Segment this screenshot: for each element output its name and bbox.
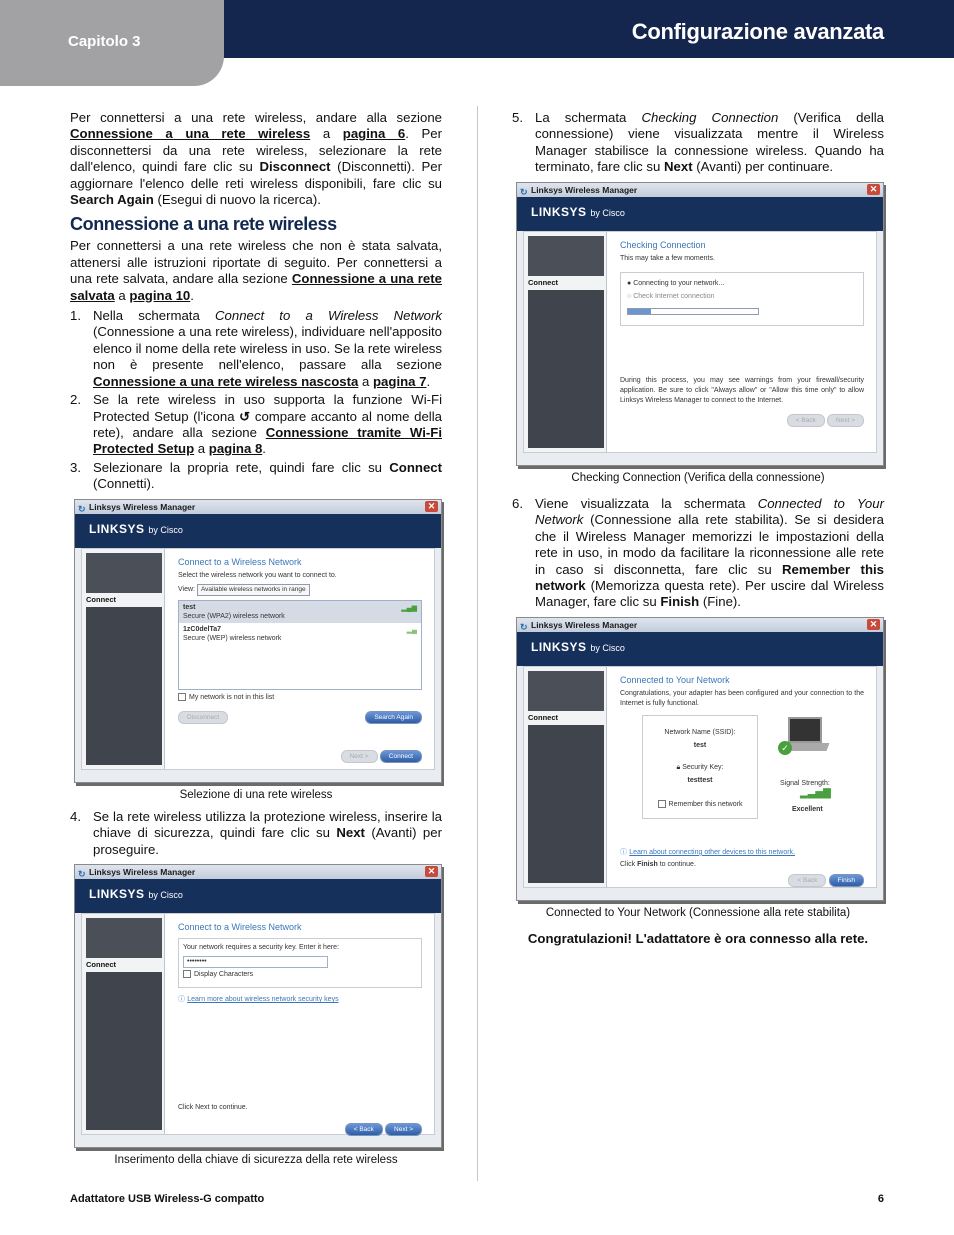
chapter-label: Capitolo 3 [68, 33, 141, 50]
key-box: Your network requires a security key. Enter it here: •••••••• Display Characters [178, 938, 422, 988]
app-body [81, 913, 435, 1135]
link-connessione-rete-salvata[interactable]: Connessione a una rete salvata [70, 271, 442, 303]
link-connessione-rete-wireless[interactable]: Connessione a una rete wireless [70, 126, 311, 142]
signal-value: Excellent [792, 805, 823, 813]
screen-description: Select the wireless network you want to connect to. [178, 571, 337, 579]
app-body [523, 231, 877, 453]
ssid-value: test [693, 741, 707, 749]
steps-list-4 [512, 496, 884, 611]
app-nav [524, 667, 607, 887]
screen-heading: Connect to a Wireless Network [178, 922, 302, 933]
link-wifi-protected-setup[interactable]: Connessione tramite Wi-Fi Protected Setup [93, 424, 442, 457]
next-button[interactable]: Next > [341, 750, 378, 763]
screenshot-checking-connection [516, 182, 884, 466]
remember-network-checkbox[interactable] [658, 800, 666, 808]
click-finish-text: Click Finish to continue. [620, 860, 696, 868]
column-divider [477, 106, 478, 1181]
brand-logo: LINKSYS by Cisco [89, 887, 183, 902]
app-body [523, 666, 877, 888]
disconnect-button[interactable]: Disconnect [178, 711, 228, 724]
nav-panel [86, 607, 162, 765]
app-content [620, 240, 864, 427]
page-number: 6 [877, 1193, 884, 1205]
caption-connected: Connected to Your Network (Connessione alla rete stabilita) [545, 906, 851, 919]
brand-logo: LINKSYS by Cisco [531, 639, 625, 654]
close-icon[interactable]: ✕ [425, 866, 438, 877]
intro-paragraph: Per connettersi a una rete wireless, andare alla sezione Connessione a una rete wireless a pagina 6. Per disconnettersi da una rete wireless, selezionare la rete dall'elenco, quindi fare clic su Disconnect (Disconnetti). Per aggiornare l'elenco delle reti wireless disponibili, fare clic su Search Again (Esegui di nuovo la ricerca). [70, 110, 443, 208]
back-button[interactable]: < Back [345, 1123, 383, 1136]
progress-dot-icon: ● [627, 279, 632, 287]
step-6: 6. Viene visualizzata la schermata Connected to Your Network (Connessione alla rete stabilita). Se si desidera che il Wireless Manager memorizzi le impostazioni della rete in uso, in modo da facilitare la riconnessione alle rete in caso si disconnetta, fare clic su Remember this network (Memorizza questa rete). Per uscire dal Wireless Manager, fare clic su Finish (Fine). [512, 496, 884, 610]
learn-more-link[interactable]: Learn more about wireless network security keys [187, 996, 339, 1004]
section-heading: Connessione a una rete wireless [70, 214, 337, 235]
screen-heading: Connected to Your Network [620, 674, 730, 685]
section-title: Configurazione avanzata [631, 19, 884, 44]
steps-list [70, 308, 442, 492]
screenshot-security-key [74, 864, 442, 1148]
step-2: 2. Se la rete wireless in uso supporta la funzione Wi-Fi Protected Setup (l'icona ↺ compare accanto al nome della rete), andare alla sezione Connessione tramite Wi-Fi Protected Setup a pagina 8. [70, 392, 442, 457]
pending-dot-icon: ○ [627, 292, 632, 300]
nav-thumbnail [86, 918, 162, 958]
section-paragraph: Per connettersi a una rete wireless che non è stata salvata, attenersi alle istruzioni riportate di seguito. Per connettersi a una rete salvata, andare alla sezione Connessione a una rete salvata a pagina 10. [70, 238, 442, 303]
step-5: 5. La schermata Checking Connection (Verifica della connessione) viene visualizzata mentre il Wireless Manager stabilisce la connessione wireless. Quando ha terminato, fare clic su Next (Avanti) per continuare. [512, 110, 885, 175]
nav-thumbnail [528, 671, 604, 711]
nav-panel [528, 290, 604, 448]
key-value: testtest [687, 776, 713, 784]
nav-item-connect[interactable]: Connect [86, 960, 116, 970]
screen-heading: Checking Connection [620, 239, 706, 250]
nav-item-connect[interactable]: Connect [86, 594, 116, 604]
caption-checking-connection: Checking Connection (Verifica della connessione) [571, 471, 825, 484]
step-1: 1. Nella schermata Connect to a Wireless Network (Connessione a una rete wireless), individuare nell'apposito elenco il nome della rete wireless in uso. Se la rete wireless non è presente nell'elenco, passare alla sezione Connessione a una rete wireless nascosta a pagina 7. [70, 308, 442, 389]
footer-product: Adattatore USB Wireless-G compatto [70, 1193, 265, 1205]
display-characters-checkbox[interactable] [183, 970, 191, 978]
progress-bar [627, 308, 759, 315]
next-button[interactable]: Next > [827, 414, 864, 427]
linksys-logo-icon: ↻ [520, 186, 528, 197]
progress-bar-fill [628, 309, 651, 314]
signal-bars-icon: ▂▄ [406, 626, 417, 634]
app-header [75, 879, 441, 913]
brand-logo: LINKSYS by Cisco [89, 521, 183, 536]
linksys-logo-icon: ↻ [78, 503, 86, 514]
link-pagina-8[interactable]: pagina 8 [208, 441, 263, 457]
not-listed-checkbox[interactable] [178, 693, 186, 701]
window-titlebar: ↻ Linksys Wireless Manager ✕ [75, 500, 441, 514]
list-item[interactable]: 1zC0delTa7 Secure (WEP) wireless network ▂▄ [183, 625, 417, 642]
caption-security-key: Inserimento della chiave di sicurezza della rete wireless [114, 1154, 398, 1167]
network-info-box: Network Name (SSID): test 🔒︎ Security Key: testtest Remember this network [642, 715, 758, 819]
app-nav [82, 549, 165, 769]
app-content: Connected to Your Network Congratulations, your adapter has been configured and your connection to the Internet is fully functional. Network Name (SSID): test 🔒︎ Security Key: testtest Remember this network ✓ Signal Strength: ▂▃▅▇ Excellent ⓘ Learn about connecting other devices to this network. Click Finish to continue. < Back Finish [620, 675, 864, 887]
right-column [512, 110, 884, 948]
screenshot-connected [516, 617, 884, 901]
view-select[interactable]: Available wireless networks in range [197, 584, 310, 596]
app-content [178, 922, 422, 1136]
help-icon: ⓘ [178, 996, 185, 1004]
screen-heading: Connect to a Wireless Network [178, 556, 302, 567]
network-list [178, 600, 422, 690]
click-next-text: Click Next to continue. [178, 1104, 248, 1112]
progress-box: ● Connecting to your network... ○ Check Internet connection [620, 272, 864, 326]
window-titlebar: ↻ Linksys Wireless Manager ✕ [75, 865, 441, 879]
window-titlebar: ↻ Linksys Wireless Manager ✕ [517, 618, 883, 632]
app-nav [82, 914, 165, 1134]
wps-icon: ↺ [239, 408, 251, 424]
connect-button[interactable]: Connect [380, 750, 422, 763]
close-icon[interactable]: ✕ [867, 619, 880, 630]
caption-select-network: Selezione di una rete wireless [179, 788, 333, 801]
signal-strength-icon: ▂▃▅▇ [800, 787, 831, 799]
nav-item-connect[interactable]: Connect [528, 712, 558, 722]
screenshot-select-network [74, 499, 442, 783]
link-pagina-6[interactable]: pagina 6 [342, 126, 406, 142]
step-4: 4. Se la rete wireless utilizza la protezione wireless, inserire la chiave di sicurezza, quindi fare clic su Next (Avanti) per proseguire. [70, 808, 442, 857]
key-prompt: Your network requires a security key. Enter it here: [183, 944, 340, 952]
nav-panel [86, 972, 162, 1130]
app-header [517, 197, 883, 231]
nav-panel [528, 725, 604, 883]
list-item[interactable]: test Secure (WPA2) wireless network ▂▄▆ [179, 601, 421, 623]
check-icon: ✓ [778, 741, 792, 755]
app-header [517, 632, 883, 666]
learn-more-link[interactable]: Learn about connecting other devices to this network. [629, 848, 796, 856]
next-button[interactable]: Next > [385, 1123, 422, 1136]
back-button[interactable]: < Back [787, 414, 825, 427]
steps-list-2 [70, 809, 442, 858]
signal-bars-icon: ▂▄▆ [401, 604, 417, 612]
help-icon: ⓘ [620, 848, 627, 856]
link-pagina-7[interactable]: pagina 7 [373, 373, 427, 389]
app-header [75, 514, 441, 548]
left-column [70, 110, 442, 1175]
congratulations-text: Congratulazioni! L'adattatore è ora connesso alla rete. [527, 931, 869, 947]
brand-logo: LINKSYS by Cisco [531, 204, 625, 219]
screen-description: This may take a few moments. [620, 254, 715, 262]
firewall-warning: During this process, you may see warnings from your firewall/security application. Be sure to click "Always allow" or "Allow this time only" to allow Linksys Wireless Manager to connect to the Internet. [620, 376, 864, 404]
app-body [81, 548, 435, 770]
finish-button[interactable]: Finish [829, 874, 864, 887]
nav-thumbnail [528, 236, 604, 276]
step-3: 3. Selezionare la propria rete, quindi fare clic su Connect (Connetti). [70, 459, 442, 492]
security-key-field[interactable]: •••••••• [183, 956, 328, 968]
close-icon[interactable]: ✕ [867, 184, 880, 195]
laptop-icon [782, 717, 832, 757]
linksys-logo-icon: ↻ [520, 621, 528, 632]
linksys-logo-icon: ↻ [78, 869, 86, 880]
search-again-button[interactable]: Search Again [365, 711, 422, 724]
lock-icon: 🔒︎ [676, 763, 681, 771]
screen-description: Congratulations, your adapter has been configured and your connection to the Internet is fully functional. [620, 689, 864, 707]
window-titlebar: ↻ Linksys Wireless Manager ✕ [517, 183, 883, 197]
link-rete-nascosta[interactable]: Connessione a una rete wireless nascosta [93, 373, 359, 389]
link-pagina-10[interactable]: pagina 10 [129, 287, 191, 303]
nav-item-connect[interactable]: Connect [528, 277, 558, 287]
nav-thumbnail [86, 553, 162, 593]
app-nav [524, 232, 607, 452]
steps-list-3 [512, 110, 884, 176]
app-content: Connect to a Wireless Network Select the wireless network you want to connect to. View: Available wireless networks in range test Secure (WPA2) wireless network ▂▄▆ 1zC0delTa7 Secure (WEP) wireless network ▂▄ My network is not in this list Disconnect Search Again Next > Connect [178, 557, 422, 763]
back-button[interactable]: < Back [788, 874, 826, 887]
close-icon[interactable]: ✕ [425, 501, 438, 512]
